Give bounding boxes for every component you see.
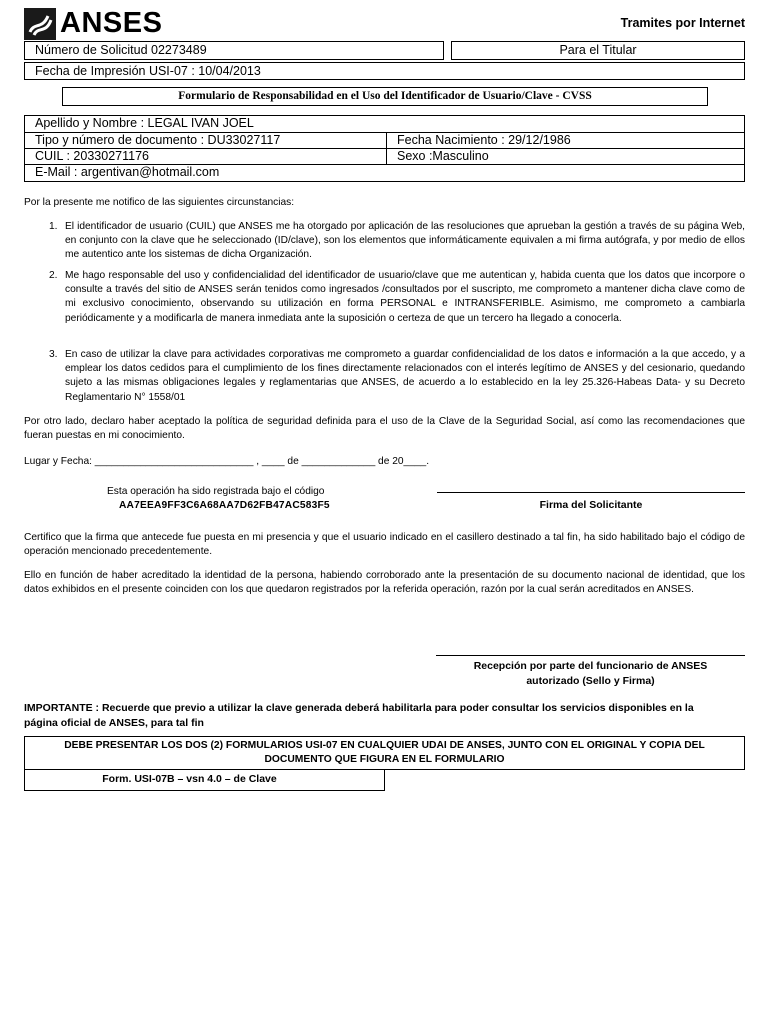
list-item-text: En caso de utilizar la clave para actividades corporativas me comprometo a guardar confidencialidad de los datos e información a la que accedo, y a emplear los datos cedidos para el cumplimiento de los fines directamente relacionados con el interés legítimo de ANSES y del cesionario, quedando sujeto a las mismas obligaciones legales y reglamentarias que ANSES, de acuerdo a lo establecido en la ley 25.326-Habeas Data- y su Decreto Reglamentario N° 1558/01 — [65, 349, 745, 403]
form-title: Formulario de Responsabilidad en el Uso del Identificador de Usuario/Clave - CVSS — [178, 90, 592, 102]
list-item-number: 1. — [49, 221, 58, 232]
anses-logo — [24, 8, 164, 40]
importante-text: IMPORTANTE : Recuerde que previo a utilizar la clave generada deberá habilitarla para poder consultar los servicios disponibles en la página oficial de ANSES, para tal fin — [24, 702, 694, 729]
list-item — [49, 220, 745, 263]
ello-text: Ello en función de haber acreditado la identidad de la persona, habiendo corroborado ante la presentación de su documento nacional de identidad, que los datos exhibidos en el presente coinciden con los que quedaron registrados por la referida operación, razón por la cual serán acreditados en ANSES. — [24, 570, 745, 596]
registro-code: AA7EEA9FF3C6A68AA7D62FB47AC583F5 — [119, 500, 330, 511]
logo-text: ANSES — [60, 7, 163, 39]
certifico-text: Certifico que la firma que antecede fue puesta en mi presencia y que el usuario indicado en el casillero destinado a tal fin, ha sido habilitado bajo el código de operación mencionado precedentemente. — [24, 532, 745, 558]
lugar-fecha-line: Lugar y Fecha: ____________________________ , ____ de _____________ de 20____. — [24, 456, 430, 467]
form-title-box — [62, 87, 708, 106]
recepcion-line — [436, 655, 745, 656]
list-item — [49, 269, 745, 326]
politica-text: Por otro lado, declaro haber aceptado la política de seguridad definida para el uso de la Clave de la Seguridad Social, así como las recomendaciones que fueran puestas en mi conocimiento. — [24, 416, 745, 442]
debe-presentar-text: DEBE PRESENTAR LOS DOS (2) FORMULARIOS USI-07 EN CUALQUIER UDAI DE ANSES, JUNTO CON EL ORIGINAL Y COPIA DEL DOCUMENTO QUE FIGURA EN EL FORMULARIO — [64, 740, 705, 765]
titular-label: Para el Titular — [559, 43, 637, 57]
list-item-number: 3. — [49, 349, 58, 360]
recepcion-label-1: Recepción por parte del funcionario de ANSES — [473, 660, 708, 672]
intro-text: Por la presente me notifico de las siguientes circunstancias: — [24, 197, 295, 208]
list-item-text: El identificador de usuario (CUIL) que ANSES me ha otorgado por aplicación de las resoluciones que aprueban la gestión a través de su página Web, en conjunto con la clave que he seleccionado (ID/clave), son los elementos que informáticamente equivalen a mi firma autógrafa, y por medio de ellos me autentico ante los sistemas de dicha Organización. — [65, 221, 745, 261]
list-item-number: 2. — [49, 270, 58, 281]
form-version-box — [24, 769, 385, 791]
anses-logo-icon — [24, 8, 56, 40]
nacimiento-cell: Fecha Nacimiento : 29/12/1986 — [397, 133, 571, 147]
cuil-cell: CUIL : 20330271176 — [35, 149, 149, 163]
person-table — [24, 115, 745, 182]
firma-label: Firma del Solicitante — [539, 499, 643, 511]
list-item — [49, 348, 745, 405]
documento-cell: Tipo y número de documento : DU33027117 — [35, 133, 281, 147]
sexo-cell: Sexo :Masculino — [397, 149, 489, 163]
firma-line — [437, 492, 745, 493]
titular-box — [451, 41, 745, 60]
fecha-impresion-box: Fecha de Impresión USI-07 : 10/04/2013 — [24, 62, 745, 80]
solicitud-box: Número de Solicitud 02273489 — [24, 41, 444, 60]
form-version-text: Form. USI-07B – vsn 4.0 – de Clave — [102, 773, 277, 785]
registro-label: Esta operación ha sido registrada bajo el código — [107, 486, 325, 497]
recepcion-label-2: autorizado (Sello y Firma) — [526, 675, 655, 687]
debe-presentar-box — [24, 736, 745, 770]
nombre-cell: Apellido y Nombre : LEGAL IVAN JOEL — [35, 116, 254, 130]
email-cell: E-Mail : argentivan@hotmail.com — [35, 165, 220, 179]
header-right-title: Tramites por Internet — [620, 16, 745, 30]
list-item-text: Me hago responsable del uso y confidencialidad del identificador de usuario/clave que me autentican y, habida cuenta que los datos que incorpore o consulte a través del sitio de ANSES serán tenidos como ingresados /consultados por el suscripto, me comprometo a mantener dicha clave como de mi exclusivo conocimiento, observando su utilización en forma PERSONAL e INTRANSFERIBLE. Asimismo, me comprometo a cambiarla periódicamente y a modificarla de manera inmediata ante la suposición o certeza de que un tercero ha llegado a conocerla. — [65, 270, 745, 324]
